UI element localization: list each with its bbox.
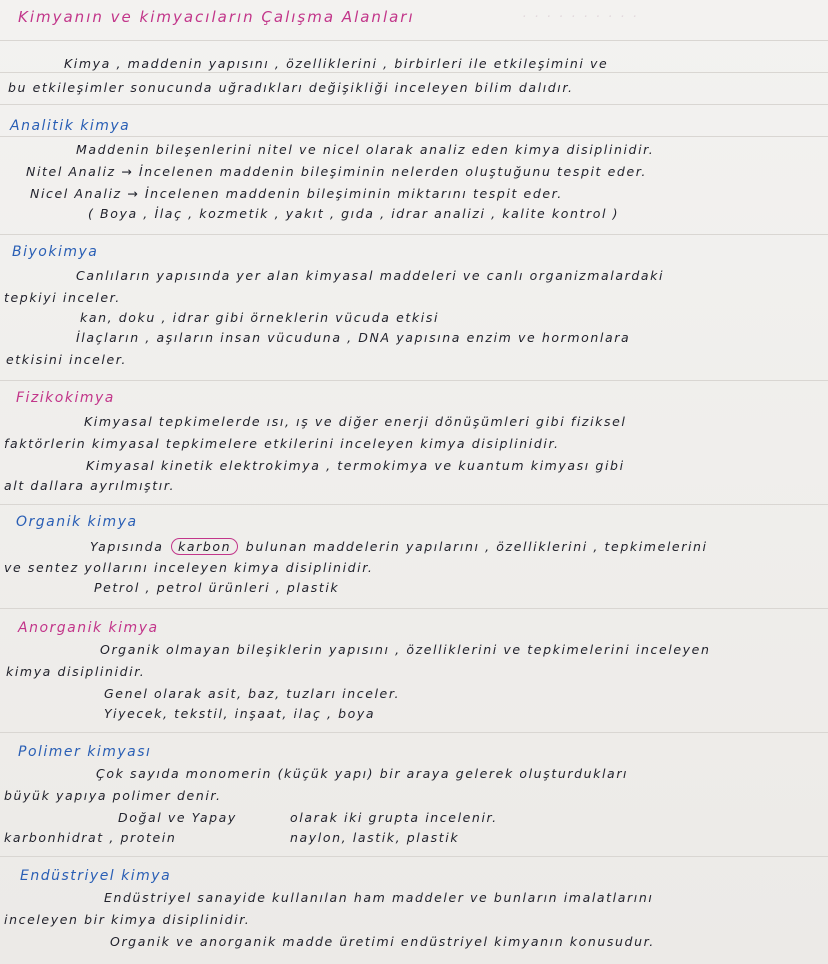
biyokimya-line-1: Canlıların yapısında yer alan kimyasal maddeleri ve canlı organizmalardaki xyxy=(76,268,665,283)
biyokimya-line-3: kan, doku , idrar gibi örneklerin vücuda etkisi xyxy=(80,310,440,325)
anorganik-line-3: Genel olarak asit, baz, tuzları inceler. xyxy=(104,686,401,701)
page-title: Kimyanın ve kimyacıların Çalışma Alanları xyxy=(18,8,415,26)
analitik-line-2: Nitel Analiz → İncelenen maddenin bileşiminin nelerden oluştuğunu tespit eder. xyxy=(26,164,647,179)
organik-line-1-pre: Yapısında xyxy=(90,539,164,554)
polimer-line-1: Çok sayıda monomerin (küçük yapı) bir araya gelerek oluşturdukları xyxy=(96,766,629,781)
intro-line-2: bu etkileşimler sonucunda uğradıkları değişikliği inceleyen bilim dalıdır. xyxy=(8,80,574,95)
analitik-line-4: ( Boya , İlaç , kozmetik , yakıt , gıda , idrar analizi , kalite kontrol ) xyxy=(88,206,620,221)
fizikokimya-line-4: alt dallara ayrılmıştır. xyxy=(4,478,176,493)
circled-word-karbon: karbon xyxy=(171,538,238,555)
heading-biyokimya: Biyokimya xyxy=(12,244,99,260)
organik-line-2: ve sentez yollarını inceleyen kimya disiplinidir. xyxy=(4,560,374,575)
organik-line-1 xyxy=(90,538,708,555)
anorganik-line-1: Organik olmayan bileşiklerin yapısını , özelliklerini ve tepkimelerini inceleyen xyxy=(100,642,711,657)
intro-line-1: Kimya , maddenin yapısını , özelliklerini , birbirleri ile etkileşimini ve xyxy=(64,56,609,71)
bleed-through-text: · · · · · · · · · · xyxy=(522,10,639,25)
fizikokimya-line-3: Kimyasal kinetik elektrokimya , termokimya ve kuantum kimyası gibi xyxy=(86,458,625,473)
endustriyel-line-1: Endüstriyel sanayide kullanılan ham maddeler ve bunların imalatlarını xyxy=(104,890,654,905)
anorganik-line-2: kimya disiplinidir. xyxy=(6,664,146,679)
heading-polimer: Polimer kimyası xyxy=(18,744,152,760)
heading-anorganik: Anorganik kimya xyxy=(18,620,159,636)
biyokimya-line-4: İlaçların , aşıların insan vücuduna , DNA yapısına enzim ve hormonlara xyxy=(76,330,631,345)
organik-line-3: Petrol , petrol ürünleri , plastik xyxy=(94,580,340,595)
polimer-line-4b: naylon, lastik, plastik xyxy=(290,830,460,845)
heading-fizikokimya: Fizikokimya xyxy=(16,390,115,406)
polimer-line-3b: olarak iki grupta incelenir. xyxy=(290,810,498,825)
biyokimya-line-5: etkisini inceler. xyxy=(6,352,127,367)
endustriyel-line-2: inceleyen bir kimya disiplinidir. xyxy=(4,912,251,927)
endustriyel-line-3: Organik ve anorganik madde üretimi endüstriyel kimyanın konusudur. xyxy=(110,934,655,949)
analitik-line-3: Nicel Analiz → İncelenen maddenin bileşiminin miktarını tespit eder. xyxy=(30,186,563,201)
organik-line-1-post: bulunan maddelerin yapılarını , özelliklerini , tepkimelerini xyxy=(245,539,708,554)
heading-analitik: Analitik kimya xyxy=(10,118,131,134)
polimer-line-2: büyük yapıya polimer denir. xyxy=(4,788,222,803)
biyokimya-line-2: tepkiyi inceler. xyxy=(4,290,121,305)
fizikokimya-line-2: faktörlerin kimyasal tepkimelere etkilerini inceleyen kimya disiplinidir. xyxy=(4,436,560,451)
analitik-line-1: Maddenin bileşenlerini nitel ve nicel olarak analiz eden kimya disiplinidir. xyxy=(76,142,655,157)
polimer-line-3a: Doğal ve Yapay xyxy=(118,810,237,825)
heading-organik: Organik kimya xyxy=(16,514,138,530)
polimer-line-4a: karbonhidrat , protein xyxy=(4,830,177,845)
anorganik-line-4: Yiyecek, tekstil, inşaat, ilaç , boya xyxy=(104,706,376,721)
fizikokimya-line-1: Kimyasal tepkimelerde ısı, ış ve diğer enerji dönüşümleri gibi fiziksel xyxy=(84,414,627,429)
heading-endustriyel: Endüstriyel kimya xyxy=(20,868,172,884)
